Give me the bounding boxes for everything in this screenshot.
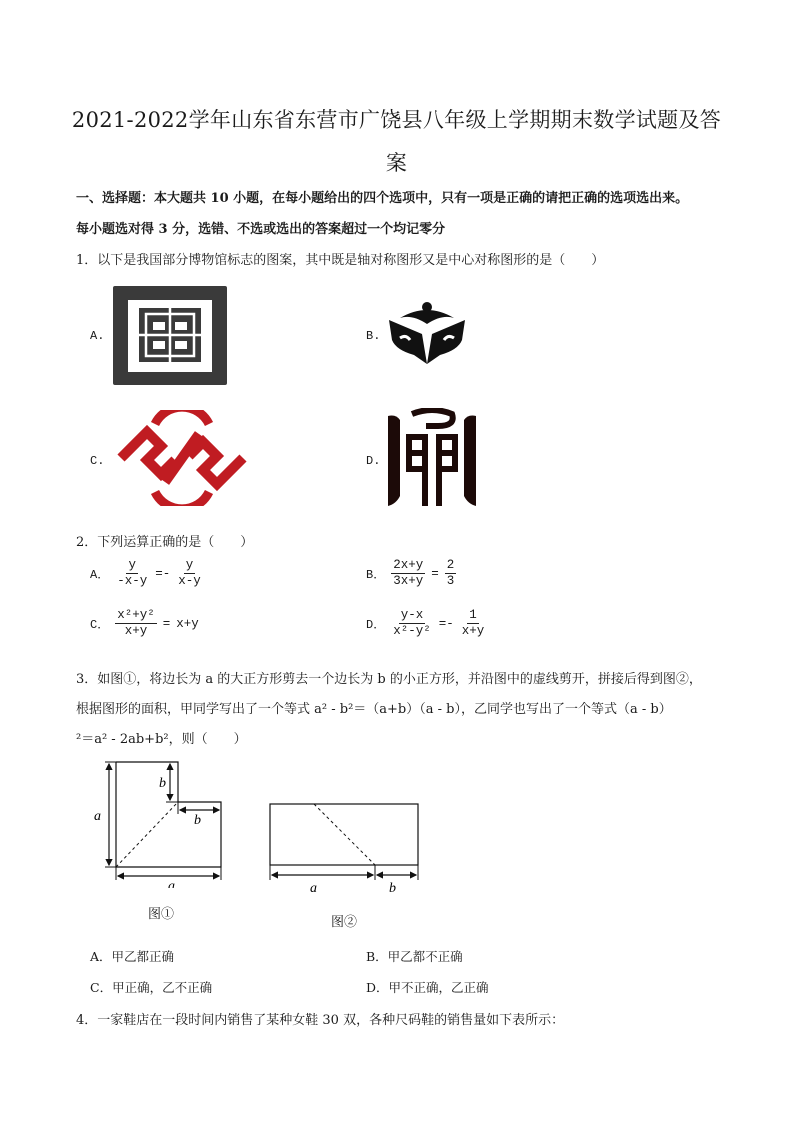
q2-option-b xyxy=(366,558,456,589)
q3-option-b: B．甲乙都不正确 xyxy=(366,949,463,964)
q2-c-rhs: x+y xyxy=(176,616,199,631)
q3-stem-line3: ²＝a² - 2ab+b²，则（ ） xyxy=(76,732,247,747)
q1-option-a-logo xyxy=(113,286,227,389)
q1-stem: 1．以下是我国部分博物馆标志的图案，其中既是轴对称图形又是中心对称图形的是（ ） xyxy=(76,253,605,268)
q2-b-operator: = xyxy=(431,566,439,581)
section-heading-line2: 每小题选对得 3 分，选错、不选或选出的答案超过一个均记零分 xyxy=(76,222,446,237)
q2-d-lhs-fraction: $\frac{y-x}{\text{x²-y²}}$ xyxy=(393,608,431,638)
document-title-line2: 案 xyxy=(385,151,408,175)
q2-b-lhs-fraction: $\frac{2x+y}{3x+y}$ xyxy=(393,558,424,588)
q3-figure-2-caption: 图② xyxy=(331,915,358,930)
q2-stem: 2．下列运算正确的是（ ） xyxy=(76,535,254,550)
q3-figure-1 xyxy=(90,758,230,892)
q3-stem-line2: 根据图形的面积，甲同学写出了一个等式 a² - b²＝（a+b）（a - b），乙同学也写出了一个等式（a - b） xyxy=(76,702,672,717)
q2-option-c xyxy=(90,608,199,639)
q1-option-b-logo xyxy=(386,300,468,370)
q3-option-a: A．甲乙都正确 xyxy=(90,949,175,964)
svg-text:b: b xyxy=(194,813,201,828)
svg-text:a: a xyxy=(310,881,317,895)
svg-text:a: a xyxy=(94,809,101,824)
svg-text:a: a xyxy=(168,879,175,888)
q2-c-operator: = xyxy=(162,616,171,631)
q1-option-b-label: B. xyxy=(366,329,381,343)
q2-option-d xyxy=(366,608,486,639)
q3-option-d: D．甲不正确，乙正确 xyxy=(366,980,489,995)
q3-figure-2 xyxy=(266,800,426,899)
q3-stem-line1: 3．如图①，将边长为 a 的大正方形剪去一个边长为 b 的小正方形，并沿图中的虚线剪开，拼接后得到图②， xyxy=(76,672,702,687)
q2-a-operator: =- xyxy=(155,566,171,581)
q2-option-b-label: B． xyxy=(366,568,386,582)
section-heading-line1: 一、选择题：本大题共 10 小题，在每小题给出的四个选项中，只有一项是正确的请把正确的选项选出来。 xyxy=(76,191,689,206)
q2-option-c-label: C． xyxy=(90,618,110,632)
svg-text:b: b xyxy=(159,776,166,791)
q1-option-c-label: C. xyxy=(90,454,105,468)
q3-option-c: C．甲正确，乙不正确 xyxy=(90,980,213,995)
q2-option-d-label: D． xyxy=(366,618,386,632)
q3-figure-1-caption: 图① xyxy=(148,907,175,922)
q1-option-c-logo xyxy=(117,410,247,510)
q2-d-operator: =- xyxy=(438,616,454,631)
q4-stem: 4．一家鞋店在一段时间内销售了某种女鞋 30 双，各种尺码鞋的销售量如下表所示： xyxy=(76,1013,565,1028)
q1-option-d-label: D. xyxy=(366,454,381,468)
q1-option-d-logo xyxy=(386,408,478,512)
q2-b-rhs-fraction: $\frac{2}{3}$ xyxy=(446,558,455,588)
q1-option-a-label: A. xyxy=(90,329,105,343)
q2-option-a-label: A． xyxy=(90,568,110,582)
svg-text:b: b xyxy=(389,881,396,895)
q2-d-rhs-fraction: $\frac{1}{x+y}$ xyxy=(461,608,485,638)
document-title-line1: 2021-2022学年山东省东营市广饶县八年级上学期期末数学试题及答 xyxy=(71,108,722,132)
q2-a-lhs-fraction: $\frac{y}{-x-y}$ xyxy=(117,558,148,588)
q2-option-a xyxy=(90,558,203,589)
q2-c-lhs-fraction: $\frac{\text{x²+y²}}{x+y}$ xyxy=(117,608,155,638)
q2-a-rhs-fraction: $\frac{y}{x-y}$ xyxy=(178,558,201,588)
